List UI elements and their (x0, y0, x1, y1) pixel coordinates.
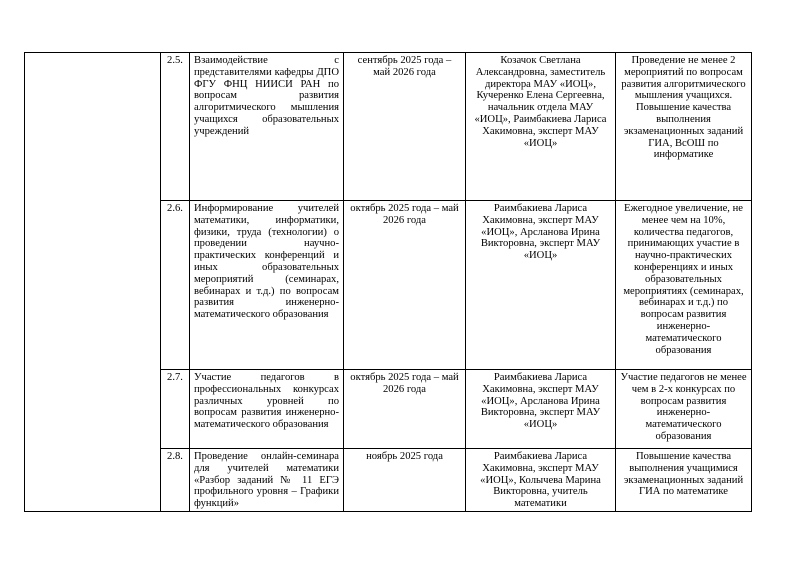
item-number: 2.7. (161, 370, 190, 449)
item-number: 2.8. (161, 449, 190, 512)
expected-result: Ежегодное увеличение, не менее чем на 10%, количества педагогов, принимающих участие в научно-практических конференциях и иных образовательных мероприятиях (семинарах, вебинарах и т.д.) по вопросам развития инженерно-математического образования (616, 201, 752, 370)
activity-dates: сентябрь 2025 года – май 2026 года (344, 53, 466, 201)
expected-result: Участие педагогов не менее чем в 2-х конкурсах по вопросам развития инженерно-математического образования (616, 370, 752, 449)
activity-title: Проведение онлайн-семинара для учителей математики «Разбор заданий № 11 ЕГЭ профильного уровня – Графики функций» (190, 449, 344, 512)
expected-result: Проведение не менее 2 мероприятий по вопросам развития алгоритмического мышления учащихся. Повышение качества выполнения экзаменационных заданий ГИА, ВсОШ по информатике (616, 53, 752, 201)
table-row (25, 53, 752, 201)
activity-title: Взаимодействие с представителями кафедры ДПО ФГУ ФНЦ НИИСИ РАН по вопросам развития алгоритмического мышления учащихся образовательных учреждений (190, 53, 344, 201)
merged-blank-cell (25, 53, 161, 512)
responsible-persons: Козачок Светлана Александровна, заместитель директора МАУ «ИОЦ», Кучеренко Елена Сергеевна, начальник отдела МАУ «ИОЦ», Раимбакиева Лариса Хакимовна, эксперт МАУ «ИОЦ» (466, 53, 616, 201)
plan-table (24, 52, 752, 512)
responsible-persons: Раимбакиева Лариса Хакимовна, эксперт МАУ «ИОЦ», Колычева Марина Викторовна, учитель математики (466, 449, 616, 512)
activity-title: Участие педагогов в профессиональных конкурсах различных уровней по вопросам развития инженерно-математического образования (190, 370, 344, 449)
activity-dates: октябрь 2025 года – май 2026 года (344, 370, 466, 449)
activity-dates: октябрь 2025 года – май 2026 года (344, 201, 466, 370)
item-number: 2.6. (161, 201, 190, 370)
responsible-persons: Раимбакиева Лариса Хакимовна, эксперт МАУ «ИОЦ», Арсланова Ирина Викторовна, эксперт МАУ «ИОЦ» (466, 201, 616, 370)
activity-title: Информирование учителей математики, информатики, физики, труда (технологии) о проведении научно-практических конференций и иных образовательных мероприятий (семинарах, вебинарах и т.д.) по вопросам развития инженерно-математического образования (190, 201, 344, 370)
expected-result: Повышение качества выполнения учащимися экзаменационных заданий ГИА по математике (616, 449, 752, 512)
responsible-persons: Раимбакиева Лариса Хакимовна, эксперт МАУ «ИОЦ», Арсланова Ирина Викторовна, эксперт МАУ «ИОЦ» (466, 370, 616, 449)
item-number: 2.5. (161, 53, 190, 201)
activity-dates: ноябрь 2025 года (344, 449, 466, 512)
